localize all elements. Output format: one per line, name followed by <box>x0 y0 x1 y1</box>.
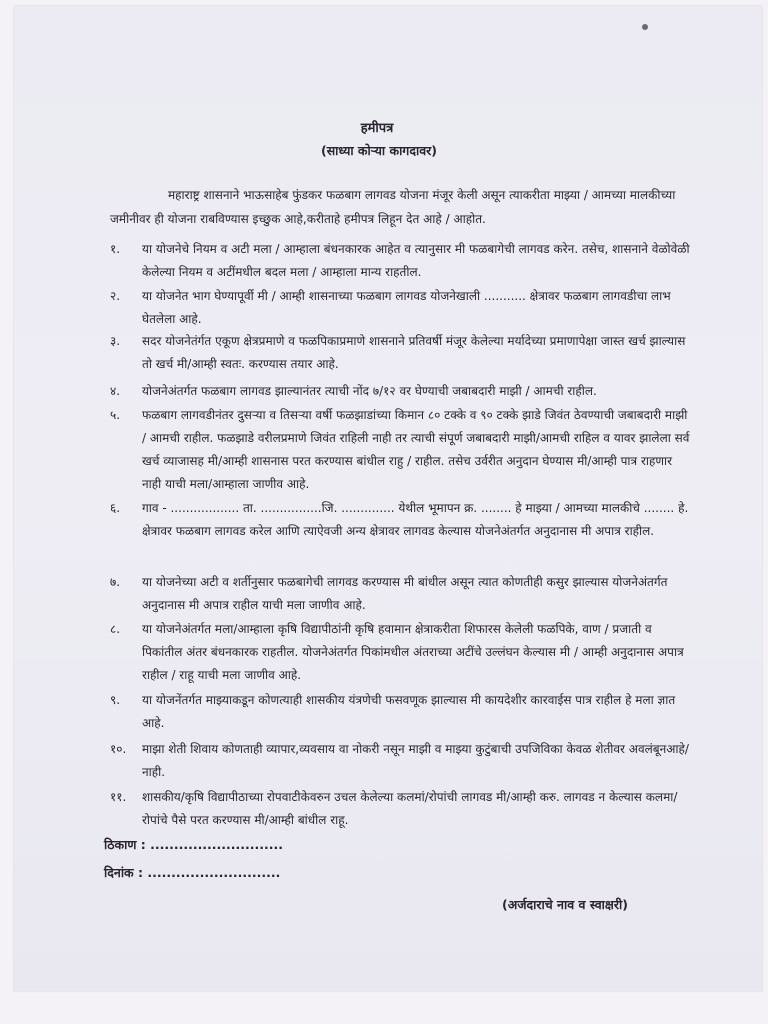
item-text: शासकीय/कृषि विद्यापीठाच्या रोपवाटीकेवरुन उचल केलेल्या कलमां/रोपांची लागवड मी/आम्ही करु. लागवड न केल्यास कलमा/रोपांचे पैसे परत करण्यास मी/आम्ही बांधील राहू. <box>142 790 678 827</box>
list-item <box>110 689 690 735</box>
item-text: माझा शेती शिवाय कोणताही व्यापार,व्यवसाय वा नोकरी नसून माझी व माझ्या कुटुंबाची उपजिविका केवळ शेतीवर अवलंबूनआहे/ नाही. <box>142 742 689 779</box>
item-text: या योजनेअंतर्गत मला/आम्हाला कृषि विद्यापीठांनी कृषि हवामान क्षेत्राकरीता शिफारस केलेली फळपिके, वाण / प्रजाती व पिकांतील अंतर बंधनकारक राहतील. योजनेअंतर्गत पिकांमधील अंतराच्या अटींचे उल्लंघन केल्यास मी / आम्ही अनुदानास अपात्र राहील / राहू याची मला जाणीव आहे. <box>142 622 684 682</box>
document-subtitle: (साध्या कोऱ्या कागदावर) <box>320 143 437 158</box>
item-number: २. <box>110 289 121 303</box>
item-text: या योजनेचे नियम व अटी मला / आम्हाला बंधनकारक आहेत व त्यानुसार मी फळबागेची लागवड करेन. तसेच, शासनाने वेळोवेळी केलेल्या नियम व अटींमधील बदल मला / आम्हाला मान्य राहतील. <box>142 242 690 279</box>
item-text: या योजनेच्या अटी व शर्तीनुसार फळबागेची लागवड करण्यास मी बांधील असून त्यात कोणतीही कसुर झाल्यास योजनेअंतर्गत अनुदानास मी अपात्र राहील याची मला जाणीव आहे. <box>142 575 668 612</box>
list-item <box>110 786 690 832</box>
list-item <box>110 285 690 331</box>
list-item <box>110 738 690 784</box>
item-text: या योजनेंतर्गत माझ्याकडून कोणत्याही शासकीय यंत्रणेची फसवणूक झाल्यास मी कायदेशीर कारवाईस पात्र राहील हे मला ज्ञात आहे. <box>142 693 676 730</box>
item-text: सदर योजनेतंर्गत एकूण क्षेत्रप्रमाणे व फळपिकाप्रमाणे शासनाने प्रतिवर्षी मंजूर केलेल्या मर्यादेच्या प्रमाणापेक्षा जास्त खर्च झाल्यास तो खर्च मी/आम्ही स्वतः. करण्यास तयार आहे. <box>142 334 686 371</box>
ink-dot <box>642 24 648 30</box>
item-text: या योजनेत भाग घेण्यापूर्वी मी / आम्ही शासनाच्या फळबाग लागवड योजनेखाली ........... क्षेत्रावर फळबाग लागवडीचा लाभ घेतलेला आहे. <box>142 289 671 326</box>
document-title: हमीपत्र <box>360 121 394 136</box>
place-field: ठिकाण : ............................ <box>104 837 284 852</box>
item-number: ११. <box>110 790 127 804</box>
item-number: ३. <box>110 334 121 348</box>
item-number: ७. <box>110 575 121 589</box>
item-number: ४. <box>110 384 121 398</box>
item-number: ५. <box>110 408 121 422</box>
item-text: गाव - .................. ता. ................जि. .............. येथील भूमापन क्र. ........ हे माझ्या / आमच्या मालकीचे ........ हे. क्षेत्रावर फळबाग लागवड करेल आणि त्याऐवजी अन्य क्षेत्रावर लागवड केल्यास योजनेअंतर्गत अनुदानास मी अपात्र राहील. <box>142 501 689 538</box>
list-item <box>110 618 690 687</box>
item-text: फळबाग लागवडीनंतर दुसऱ्या व तिसऱ्या वर्षी फळझाडांच्या किमान ८० टक्के व ९० टक्के झाडे जिवंत ठेवण्याची जबाबदारी माझी / आमची राहील. फळझाडे वरीलप्रमाणे जिवंत राहिली नाही तर त्याची संपूर्ण जबाबदारी माझी/आमची राहिल व यावर झालेला सर्व खर्च व्याजासह मी/आम्ही शासनास परत करण्यास बांधील राहु / राहील. तसेच उर्वरीत अनुदान घेण्यास मी/आम्ही पात्र राहणार नाही याची मला/आम्हाला जाणीव आहे. <box>142 408 690 491</box>
list-item <box>110 497 690 543</box>
item-number: ८. <box>110 622 121 636</box>
item-number: १०. <box>110 742 127 756</box>
list-item <box>110 571 690 617</box>
date-field: दिनांक : ............................ <box>104 865 281 880</box>
applicant-signature-label: (अर्जदाराचे नाव व स्वाक्षरी) <box>502 897 628 912</box>
item-number: ९. <box>110 693 121 707</box>
item-number: ६. <box>110 501 121 515</box>
list-item <box>110 330 690 376</box>
item-number: १. <box>110 242 121 256</box>
list-item <box>110 404 690 496</box>
list-item <box>110 380 690 403</box>
intro-paragraph: महाराष्ट्र शासनाने भाऊसाहेब फुंडकर फळबाग लागवड योजना मंजूर केली असून त्याकरीता माझ्या / आमच्या मालकीच्या जमीनीवर ही योजना राबविण्यास इच्छुक आहे,करीताहे हमीपत्र लिहून देत आहे / आहोत. <box>110 188 676 226</box>
list-item <box>110 238 690 284</box>
item-text: योजनेअंतर्गत फळबाग लागवड झाल्यानंतर त्याची नोंद ७/१२ वर घेण्याची जबाबदारी माझी / आमची राहील. <box>142 384 597 398</box>
